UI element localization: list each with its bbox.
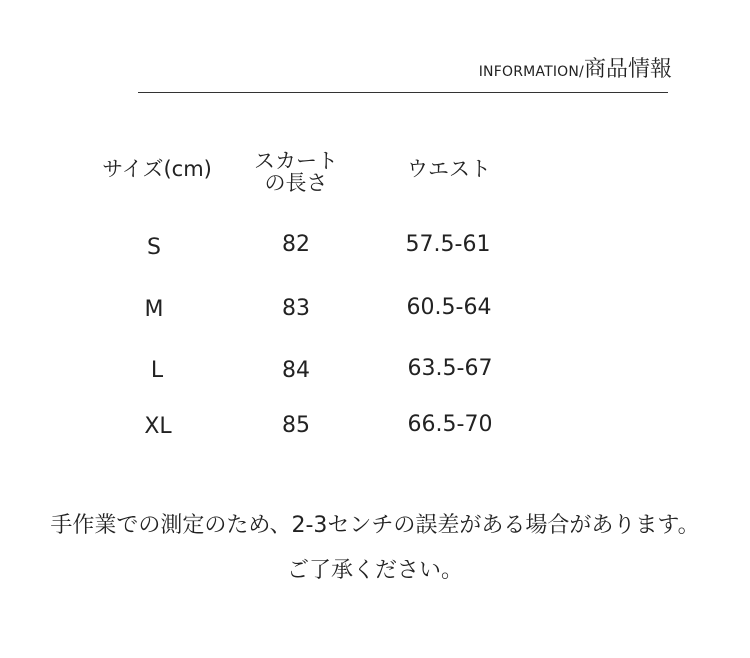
row-m-size: M (144, 297, 164, 322)
header-skirt-length-line2: の長さ (264, 171, 328, 195)
row-s-length: 82 (282, 232, 310, 257)
measurement-note-line2: ご了承ください。 (286, 558, 463, 583)
header-japanese: 商品情報 (583, 57, 672, 82)
measurement-note-line1: 手作業での測定のため、2-3センチの誤差がある場合があります。 (50, 513, 700, 538)
row-m-length: 83 (282, 296, 310, 321)
row-m-waist: 60.5-64 (406, 295, 492, 320)
header-divider (138, 92, 668, 93)
row-xl-size: XL (144, 414, 172, 439)
header-skirt-length (254, 150, 338, 194)
header-skirt-length-line1: スカート (254, 149, 338, 173)
row-l-length: 84 (282, 358, 310, 383)
row-s-waist: 57.5-61 (405, 232, 491, 257)
header-waist: ウエスト (407, 157, 491, 181)
row-xl-length: 85 (282, 413, 310, 438)
row-l-waist: 63.5-67 (407, 356, 493, 381)
section-header (479, 52, 672, 83)
header-size: サイズ(cm) (102, 157, 212, 181)
header-english: INFORMATION/ (478, 64, 584, 80)
row-l-size: L (150, 358, 164, 383)
row-s-size: S (147, 235, 161, 260)
row-xl-waist: 66.5-70 (407, 412, 493, 437)
